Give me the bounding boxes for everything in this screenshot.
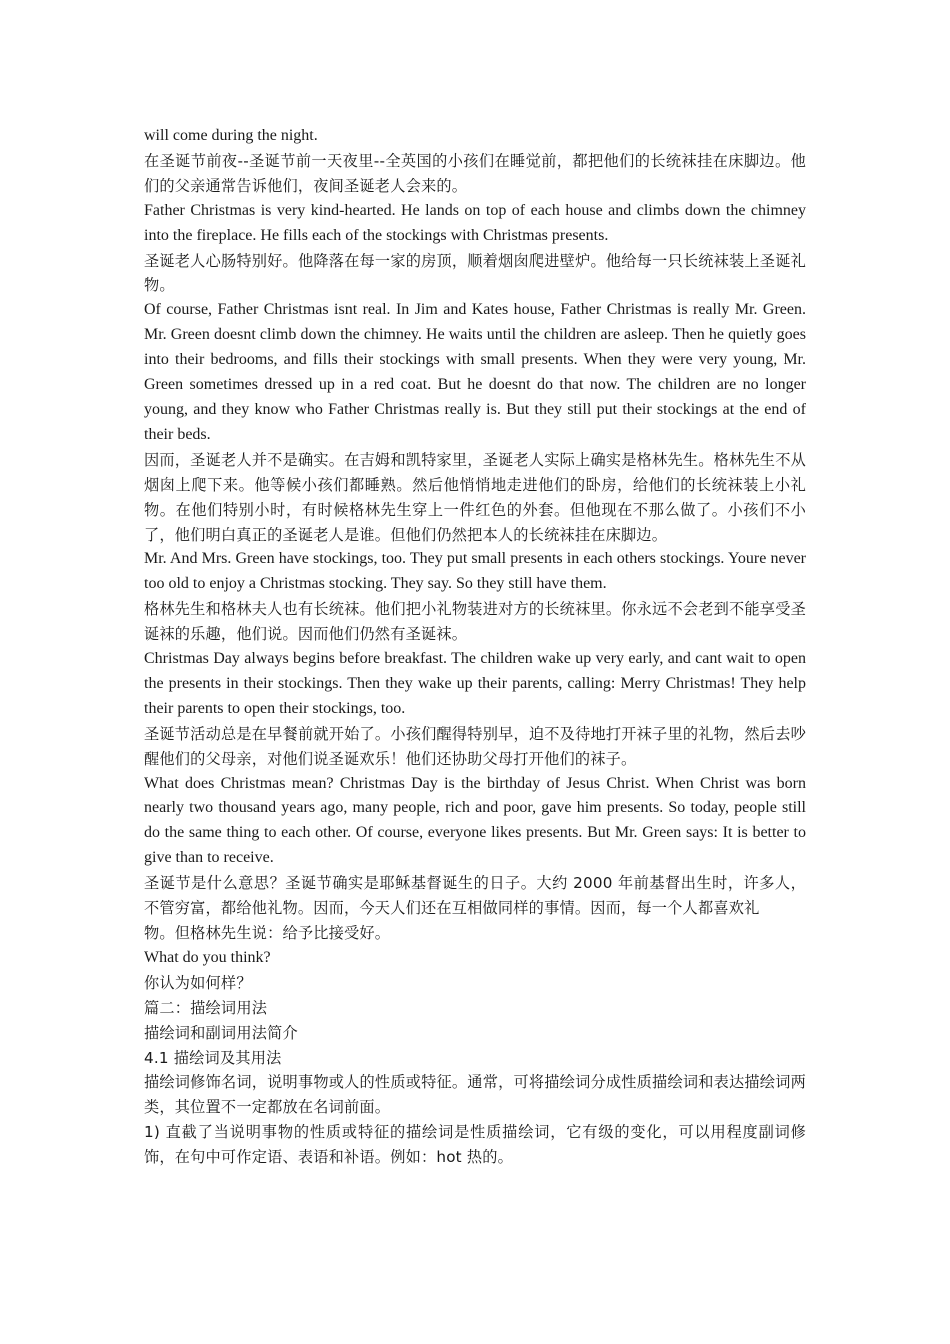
paragraph-en-4: Mr. And Mrs. Green have stockings, too. They put small presents in each others stockings. Youre never too old to enjoy a Christmas stocking. They say. So they still have them.: [144, 550, 806, 593]
paragraph-en-5: Christmas Day always begins before breakfast. The children wake up very early, and cant wait to open the presents in their stockings. Then they wake up their parents, calling: Merry Christmas! They help their parents to open their stockings, too.: [144, 650, 806, 717]
paragraph-zh-5: 圣诞节活动总是在早餐前就开始了。小孩们醒得特别早，迫不及待地打开袜子里的礼物，然后去吵醒他们的父母亲，对他们说圣诞欢乐！他们还协助父母打开他们的袜子。: [144, 724, 806, 768]
paragraph-zh-1: 在圣诞节前夜--圣诞节前一天夜里--全英国的小孩们在睡觉前，都把他们的长统袜挂在床脚边。他们的父亲通常告诉他们，夜间圣诞老人会来的。: [144, 151, 806, 195]
paragraph-zh-6-cont: 物。但格林先生说：给予比接受好。: [144, 924, 391, 942]
paragraph-en-2: Father Christmas is very kind-hearted. He lands on top of each house and climbs down the chimney into the fireplace. He fills each of the stockings with Christmas presents.: [144, 201, 806, 244]
paragraph-zh-4: 格林先生和格林夫人也有长统袜。他们把小礼物装进对方的长统袜里。你永远不会老到不能享受圣诞袜的乐趣，他们说。因而他们仍然有圣诞袜。: [144, 600, 806, 644]
document-page: [144, 124, 806, 1170]
paragraph-zh-8: 1) 直截了当说明事物的性质或特征的描绘词是性质描绘词，它有级的变化，可以用程度副词修饰，在句中可作定语、表语和补语。例如：hot 热的。: [144, 1123, 806, 1167]
section-heading: 篇二：描绘词用法: [144, 998, 268, 1017]
paragraph-zh-6: 圣诞节是什么意思？圣诞节确实是耶稣基督诞生的日子。大约 2000 年前基督出生时，许多人，不管穷富，都给他礼物。因而，今天人们还在互相做同样的事情。因而，每一个人都喜欢礼: [144, 874, 806, 918]
question-en: What do you think?: [144, 948, 271, 966]
subsection-heading: 4.1 描绘词及其用法: [144, 1048, 282, 1067]
paragraph-en-6: What does Christmas mean? Christmas Day is the birthday of Jesus Christ. When Christ was born nearly two thousand years ago, many people, rich and poor, gave him presents. So today, people still do the same thing to each other. Of course, everyone likes presents. But Mr. Green says: It is better to give than to receive.: [144, 774, 806, 867]
question-zh: 你认为如何样？: [144, 973, 252, 992]
paragraph-zh-7: 描绘词修饰名词，说明事物或人的性质或特征。通常，可将描绘词分成性质描绘词和表达描绘词两类，其位置不一定都放在名词前面。: [144, 1073, 806, 1117]
paragraph-en-1: will come during the night.: [144, 127, 318, 144]
section-subtitle: 描绘词和副词用法简介: [144, 1023, 298, 1042]
paragraph-zh-2: 圣诞老人心肠特别好。他降落在每一家的房顶，顺着烟囱爬进壁炉。他给每一只长统袜装上圣诞礼物。: [144, 251, 806, 295]
paragraph-en-3: Of course, Father Christmas isnt real. In Jim and Kates house, Father Christmas is really Mr. Green. Mr. Green doesnt climb down the chimney. He waits until the children are asleep. Then he quietly goes into their bedrooms, and fills their stockings with small presents. When they were very young, Mr. Green sometimes dressed up in a red coat. But he doesnt do that now. The children are no longer young, and they know who Father Christmas really is. But they still put their stockings at the end of their beds.: [144, 301, 806, 443]
paragraph-zh-3: 因而，圣诞老人并不是确实。在吉姆和凯特家里，圣诞老人实际上确实是格林先生。格林先生不从烟囱上爬下来。他等候小孩们都睡熟。然后他悄悄地走进他们的卧房，给他们的长统袜装上小礼物。在他们特别小时，有时候格林先生穿上一件红色的外套。但他现在不那么做了。小孩们不小了，他们明白真正的圣诞老人是谁。但他们仍然把本人的长统袜挂在床脚边。: [144, 450, 806, 544]
